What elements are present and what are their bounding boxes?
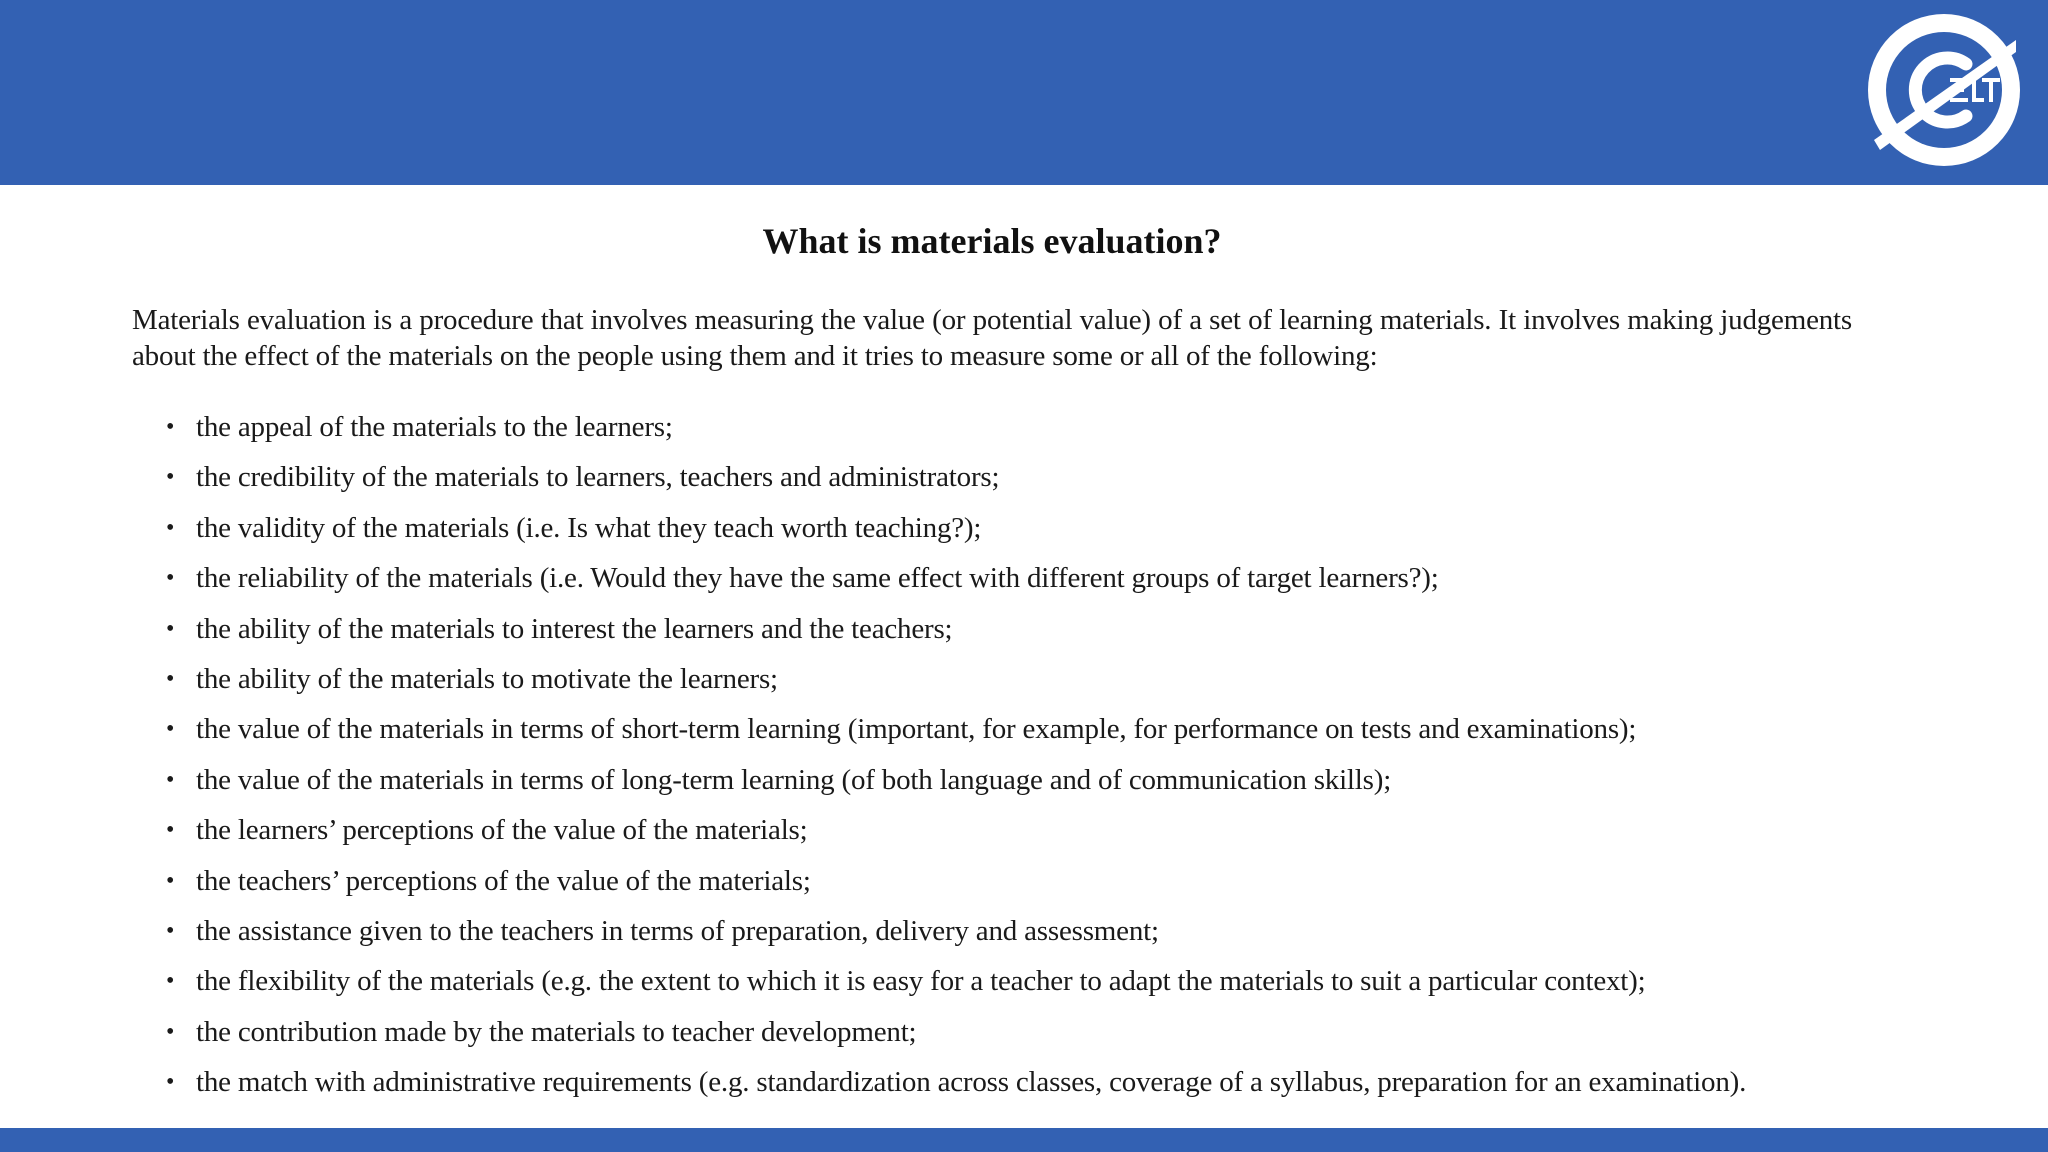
- bullet-icon: •: [166, 867, 175, 894]
- slide-content: [132, 220, 1852, 1108]
- list-item: [166, 856, 1852, 906]
- list-item-text: the ability of the materials to interest the learners and the teachers;: [196, 612, 953, 645]
- intro-paragraph: Materials evaluation is a procedure that involves measuring the value (or potential value) of a set of learning materials. It involves making judgements about the effect of the materials on the people using them and it tries to measure some or all of the following:: [132, 304, 1852, 372]
- list-item-text: the reliability of the materials (i.e. Would they have the same effect with different groups of target learners?);: [196, 562, 1439, 595]
- list-item: [166, 805, 1852, 855]
- list-item-text: the learners’ perceptions of the value of the materials;: [196, 814, 808, 847]
- list-item: [166, 604, 1852, 654]
- bullet-icon: •: [166, 464, 175, 491]
- celt-logo-icon: [1866, 12, 2022, 168]
- list-item-text: the credibility of the materials to learners, teachers and administrators;: [196, 461, 1000, 494]
- bullet-icon: •: [166, 414, 175, 440]
- footer-banner: [0, 1128, 2048, 1152]
- list-item-text: the validity of the materials (i.e. Is what they teach worth teaching?);: [196, 511, 982, 544]
- bullet-icon: •: [166, 968, 175, 995]
- list-item-text: the flexibility of the materials (e.g. the extent to which it is easy for a teacher to adapt the materials to suit a particular context);: [196, 965, 1646, 998]
- bullet-icon: •: [166, 766, 175, 793]
- list-item-text: the contribution made by the materials to teacher development;: [196, 1015, 917, 1048]
- list-item-text: the ability of the materials to motivate the learners;: [196, 663, 778, 696]
- header-banner: [0, 0, 2048, 185]
- list-item: [166, 503, 1852, 553]
- bullet-icon: •: [166, 1018, 175, 1045]
- bullet-icon: •: [166, 817, 175, 844]
- list-item-text: the value of the materials in terms of long-term learning (of both language and of communication skills);: [196, 763, 1392, 796]
- bullet-icon: •: [166, 514, 175, 541]
- list-item: [166, 1007, 1852, 1057]
- list-item: [166, 704, 1852, 754]
- bullet-icon: •: [166, 565, 175, 592]
- list-item-text: the teachers’ perceptions of the value of the materials;: [196, 864, 811, 897]
- bullet-icon: •: [166, 615, 175, 642]
- list-item: [166, 956, 1852, 1006]
- page-title: What is materials evaluation?: [762, 221, 1222, 261]
- list-item-text: the assistance given to the teachers in terms of preparation, delivery and assessment;: [196, 915, 1159, 948]
- list-item: [166, 906, 1852, 956]
- list-item: [166, 1057, 1852, 1107]
- list-item: [166, 553, 1852, 603]
- list-item-text: the value of the materials in terms of short-term learning (important, for example, for performance on tests and examinations);: [196, 713, 1637, 746]
- list-item: [166, 654, 1852, 704]
- list-item-text: the match with administrative requirements (e.g. standardization across classes, coverage of a syllabus, preparation for an examination).: [196, 1066, 1747, 1099]
- bullet-icon: •: [166, 666, 175, 693]
- criteria-list: [132, 402, 1852, 1108]
- celt-logo: [1866, 12, 2022, 168]
- bullet-icon: •: [166, 1069, 175, 1096]
- bullet-icon: •: [166, 918, 175, 945]
- list-item-text: the appeal of the materials to the learners;: [196, 411, 673, 443]
- list-item: [166, 755, 1852, 805]
- bullet-icon: •: [166, 716, 175, 743]
- list-item: [166, 452, 1852, 502]
- list-item: [166, 402, 1852, 452]
